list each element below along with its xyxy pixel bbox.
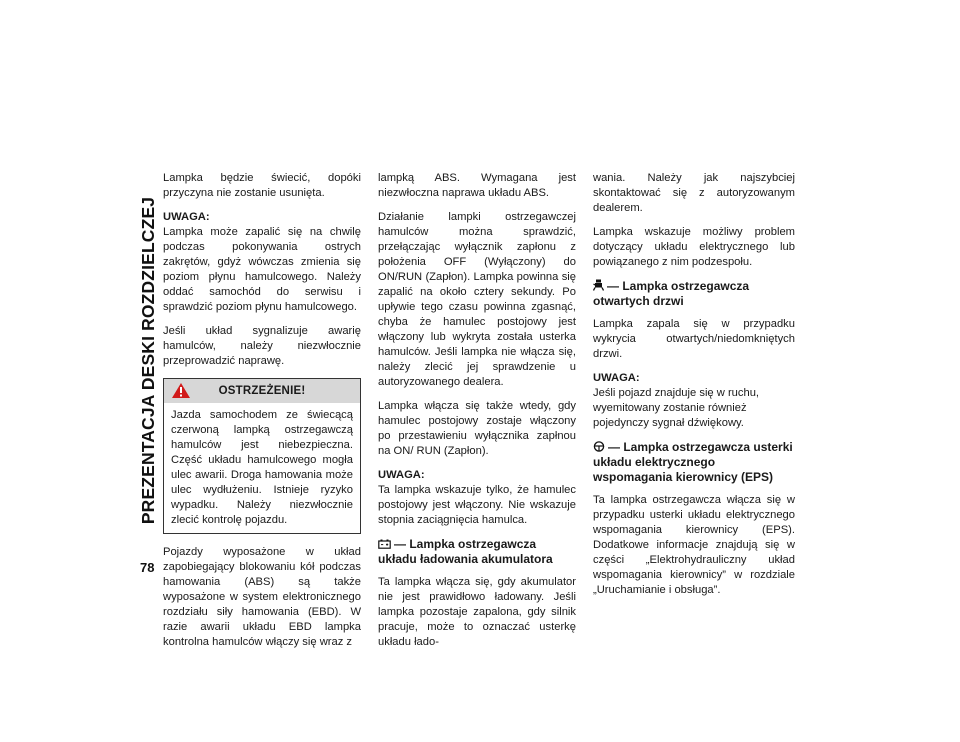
steering-wheel-icon xyxy=(593,441,605,452)
section-heading-text: — Lampka ostrzegawcza otwartych drzwi xyxy=(593,279,750,308)
section-heading-text: — Lampka ostrzegawcza układu ładowania akumulatora xyxy=(378,537,553,566)
paragraph: Lampka włącza się także wtedy, gdy hamulec postojowy zostaje włączony po przestawieniu wyłącznika zapłnou na ON/ RUN (Zapłon). xyxy=(378,400,576,457)
page-number: 78 xyxy=(140,560,155,575)
warning-header xyxy=(164,379,360,403)
chapter-side-title xyxy=(138,170,160,550)
column-2 xyxy=(378,171,576,659)
warning-box xyxy=(163,378,361,534)
paragraph: Lampka będzie świecić, dopóki przyczyna nie zostanie usunięta. xyxy=(163,172,361,199)
note-heading: UWAGA: xyxy=(593,372,640,384)
paragraph: Ta lampka ostrzegawcza włącza się w przypadku usterki układu elektrycznego wspomagania kierownicy (EPS). Dodatkowe informacje znajdują się w części „Elektrohydrauliczny układ wspomagania kierownicy” w rozdziale „Uruchamianie i obsługa”. xyxy=(593,494,795,596)
warning-body: Jazda samochodem ze świecącą czerwoną lampką ostrzegawczą hamulców jest niebezpieczna. Część układu hamulcowego mogła ulec awarii. Droga hamowania może ulec wydłużeniu. Istnieje ryzyko wypadku. Należy niezwłocznie zlecić kontrolę pojazdu. xyxy=(171,409,353,526)
note-heading: UWAGA: xyxy=(163,211,210,223)
note-block xyxy=(378,468,576,528)
paragraph: Ta lampka włącza się, gdy akumulator nie jest prawidłowo ładowany. Jeśli lampka pozostaje zapalona, gdy silnik pracuje, może to oznaczać usterkę układu łado- xyxy=(378,576,576,648)
paragraph: Jeśli układ sygnalizuje awarię hamulców, należy niezwłocznie przeprowadzić naprawę. xyxy=(163,325,361,367)
door-open-icon xyxy=(593,279,604,291)
column-1 xyxy=(163,171,361,659)
paragraph: Pojazdy wyposażone w układ zapobiegający blokowaniu kół podczas hamowania (ABS) są także wyposażone w system elektronicznego rozdziału siły hamowania (EBD). W razie awarii układu EBD lampka kontrolna hamulców włączy się wraz z xyxy=(163,546,361,648)
note-block xyxy=(593,371,795,431)
paragraph: wania. Należy jak najszybciej skontaktować się z autoryzowanym dealerem. xyxy=(593,172,795,214)
warning-triangle-icon xyxy=(171,382,191,399)
note-body: Ta lampka wskazuje tylko, że hamulec postojowy jest włączony. Nie wskazuje stopnia zaciągnięcia hamulca. xyxy=(378,484,576,526)
section-heading-text: — Lampka ostrzegawcza usterki układu elektrycznego wspomagania kierownicy (EPS) xyxy=(593,440,793,484)
note-block xyxy=(163,210,361,315)
warning-title: OSTRZEŻENIE! xyxy=(218,384,306,397)
note-heading: UWAGA: xyxy=(378,469,425,481)
chapter-title-text: PREZENTACJA DESKI ROZDZIELCZEJ xyxy=(138,196,159,524)
section-heading-door xyxy=(593,279,795,309)
paragraph: Lampka zapala się w przypadku wykrycia otwartych/niedomkniętych drzwi. xyxy=(593,318,795,360)
column-3 xyxy=(593,171,795,607)
paragraph: Lampka wskazuje możliwy problem dotyczący układu elektrycznego lub powiązanego z nim podzespołu. xyxy=(593,226,795,268)
battery-icon xyxy=(378,539,391,549)
section-heading-eps xyxy=(593,440,795,485)
paragraph: Działanie lampki ostrzegawczej hamulców można sprawdzić, przełączając wyłącznik zapłonu z położenia OFF (Wyłączony) do ON/RUN (Zapłon). Lampka powinna się zapalić na około cztery sekundy. Po upływie tego czasu powinna zgasnąć, chyba że hamulec postojowy jest włączony lub wykryta została usterka hamulców. Jeśli lampka nie włącza się, należy zlecić jej sprawdzenie u autoryzowanego dealera. xyxy=(378,211,576,388)
note-body: Jeśli pojazd znajduje się w ruchu, wyemitowany zostanie również pojedynczy sygnał dźwiękowy. xyxy=(593,387,760,429)
section-heading-battery xyxy=(378,537,576,567)
paragraph: lampką ABS. Wymagana jest niezwłoczna naprawa układu ABS. xyxy=(378,172,576,199)
note-body: Lampka może zapalić się na chwilę podczas pokonywania ostrych zakrętów, gdyż wówczas zmienia się poziom płynu hamulcowego. Należy oddać samochód do serwisu i sprawdzić poziom płynu hamulcowego. xyxy=(163,226,361,313)
